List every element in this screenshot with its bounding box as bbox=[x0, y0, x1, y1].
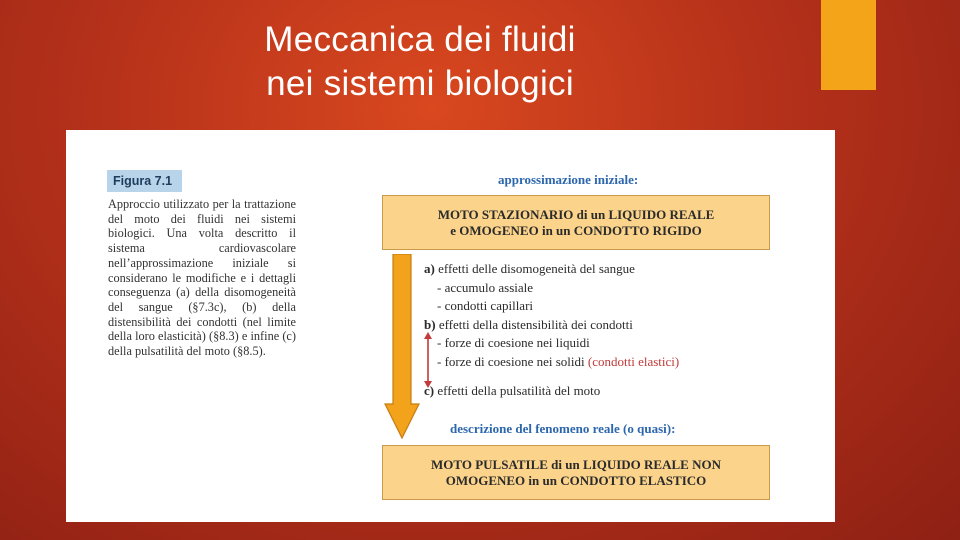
final-box-line2: OMOGENEO in un CONDOTTO ELASTICO bbox=[445, 472, 707, 488]
down-arrow-icon bbox=[384, 254, 420, 440]
effects-list bbox=[424, 260, 764, 400]
real-phenomenon-heading: descrizione del fenomeno reale (o quasi): bbox=[450, 421, 676, 436]
accent-bar bbox=[821, 0, 876, 90]
initial-box-line2: e OMOGENEO in un CONDOTTO RIGIDO bbox=[450, 222, 702, 238]
final-box-line1: MOTO PULSATILE di un LIQUIDO REALE NON bbox=[431, 456, 721, 472]
real-phenomenon-box bbox=[382, 445, 770, 500]
elastic-conduits-note: (condotti elastici) bbox=[587, 353, 680, 369]
initial-approximation-heading: approssimazione iniziale: bbox=[498, 172, 639, 187]
initial-box-line1: MOTO STAZIONARIO di un LIQUIDO REALE bbox=[437, 206, 715, 222]
effect-a-item: - condotti capillari bbox=[437, 298, 534, 314]
figure-label: Figura 7.1 bbox=[107, 170, 182, 192]
effect-b-item: - forze di coesione nei solidi (condotti elastici) bbox=[437, 353, 680, 369]
slide-title-line2: nei sistemi biologici bbox=[266, 64, 574, 103]
figure-image bbox=[66, 130, 835, 522]
effect-b-item: - forze di coesione nei liquidi bbox=[437, 335, 590, 351]
slide-title-line1: Meccanica dei fluidi bbox=[264, 20, 576, 59]
figure-caption: Approccio utilizzato per la trattazione del moto dei fluidi nei sistemi biologici. Una volta descritto il sistema cardiovascolare nell’approssimazione iniziale si considerano le modifiche e i dettagli conseguenza (a) della disomogeneità del sangue (§7.3c), (b) della distensibilità dei condotti (nel limite della loro elasticità) (§8.3) e infine (c) della pulsatilità del moto (§8.5). bbox=[108, 197, 296, 359]
slide-title bbox=[150, 18, 690, 106]
effect-a: a) effetti delle disomogeneità del sangue bbox=[424, 261, 635, 276]
effect-a-item: - accumulo assiale bbox=[437, 279, 534, 295]
effect-b: b) effetti della distensibilità dei condotti bbox=[424, 316, 633, 332]
effect-c: c) effetti della pulsatilità del moto bbox=[424, 382, 601, 398]
initial-approximation-box bbox=[382, 195, 770, 250]
